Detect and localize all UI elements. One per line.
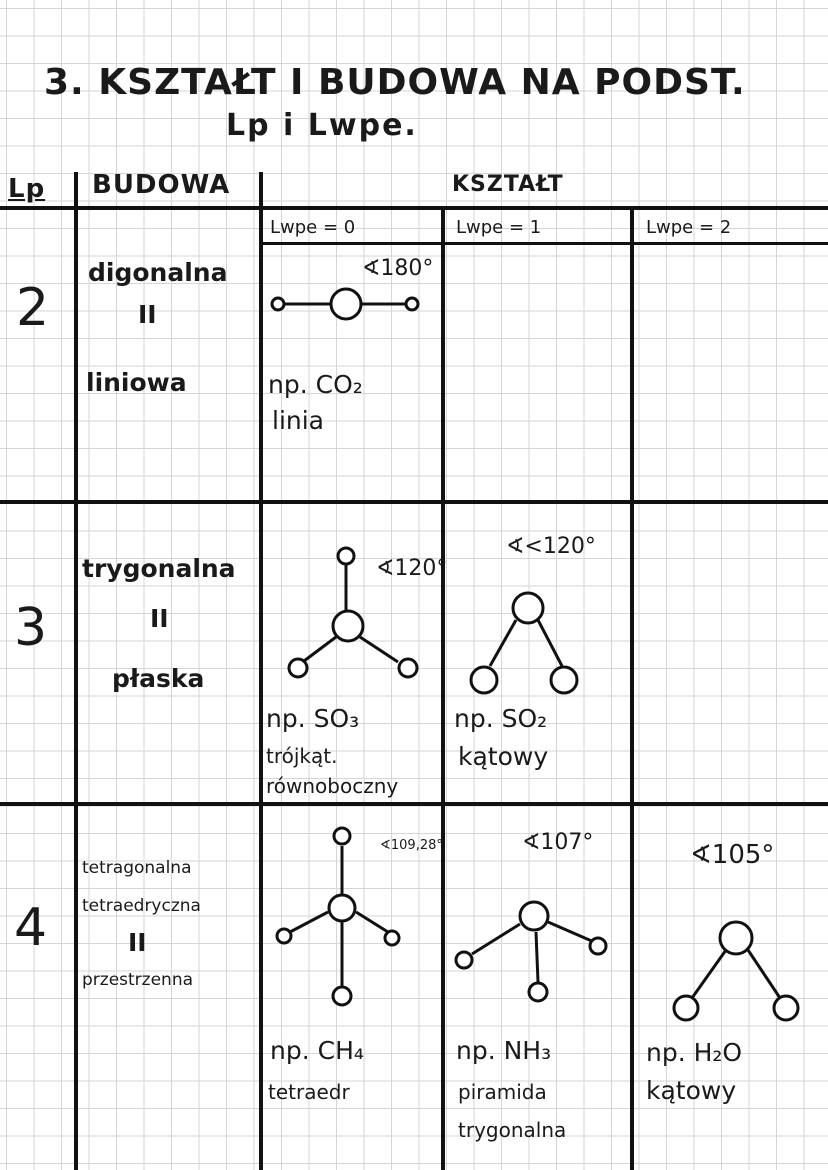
table-line-v-lp [74, 172, 78, 1170]
molecule-linear-icon [270, 280, 430, 330]
header-ksztalt: KSZTAŁT [452, 172, 564, 197]
table-line-v-lwpe1 [441, 208, 445, 1170]
shape-so3-line1: trójkąt. [266, 744, 338, 768]
header-lwpe2: Lwpe = 2 [646, 217, 732, 238]
budowa-4-line1: tetragonalna [82, 858, 192, 878]
header-budowa: BUDOWA [92, 170, 231, 200]
molecule-trigonal-planar-icon [280, 540, 430, 690]
page-subtitle: Lp i Lwpe. [226, 108, 418, 143]
budowa-3-line2: II [150, 604, 169, 633]
molecule-bent-h2o-icon [664, 914, 804, 1034]
budowa-3-line1: trygonalna [82, 554, 236, 583]
molecule-bent-so2-icon [462, 584, 592, 704]
angle-co2: ∢180° [362, 256, 434, 281]
header-lwpe1: Lwpe = 1 [456, 217, 542, 238]
example-ch4: np. CH₄ [270, 1036, 364, 1065]
example-nh3: np. NH₃ [456, 1036, 552, 1065]
angle-so2: ∢<120° [506, 534, 596, 559]
angle-ch4: ∢109,28° [380, 838, 443, 853]
budowa-4-line3: II [128, 928, 147, 957]
table-line-h-header [0, 206, 828, 210]
table-line-h-row2 [0, 500, 828, 504]
budowa-4-line2: tetraedryczna [82, 896, 201, 916]
shape-so2: kątowy [458, 742, 549, 771]
header-lp: Lp [8, 174, 46, 204]
budowa-2-line3: liniowa [86, 368, 187, 397]
shape-so3-line2: równoboczny [266, 774, 399, 798]
angle-so3: ∢120° [376, 556, 448, 581]
budowa-2-line2: II [138, 300, 157, 329]
shape-h2o: kątowy [646, 1076, 737, 1105]
table-line-v-budowa [259, 172, 263, 1170]
row-lp-2: 2 [16, 278, 50, 338]
page-title: 3. KSZTAŁT I BUDOWA NA PODST. [44, 62, 746, 103]
budowa-4-line4: przestrzenna [82, 970, 194, 990]
example-so3: np. SO₃ [266, 704, 360, 733]
shape-nh3-line1: piramida [458, 1080, 547, 1104]
molecule-trigonal-pyramid-icon [452, 896, 612, 1006]
table-line-h-row3 [0, 802, 828, 806]
row-lp-3: 3 [14, 598, 48, 658]
molecule-tetrahedral-icon [270, 820, 410, 1010]
budowa-2-line1: digonalna [88, 258, 228, 287]
table-line-v-lwpe2 [630, 208, 634, 1170]
angle-h2o: ∢105° [690, 840, 775, 870]
shape-ch4: tetraedr [268, 1080, 350, 1104]
example-co2: np. CO₂ [268, 370, 363, 399]
table-line-h-subheader [262, 242, 828, 245]
budowa-3-line3: płaska [112, 664, 205, 693]
angle-nh3: ∢107° [522, 830, 594, 855]
example-h2o: np. H₂O [646, 1038, 743, 1067]
row-lp-4: 4 [14, 898, 48, 958]
example-so2: np. SO₂ [454, 704, 548, 733]
header-lwpe0: Lwpe = 0 [270, 217, 356, 238]
shape-nh3-line2: trygonalna [458, 1118, 567, 1142]
shape-co2: linia [272, 406, 325, 435]
